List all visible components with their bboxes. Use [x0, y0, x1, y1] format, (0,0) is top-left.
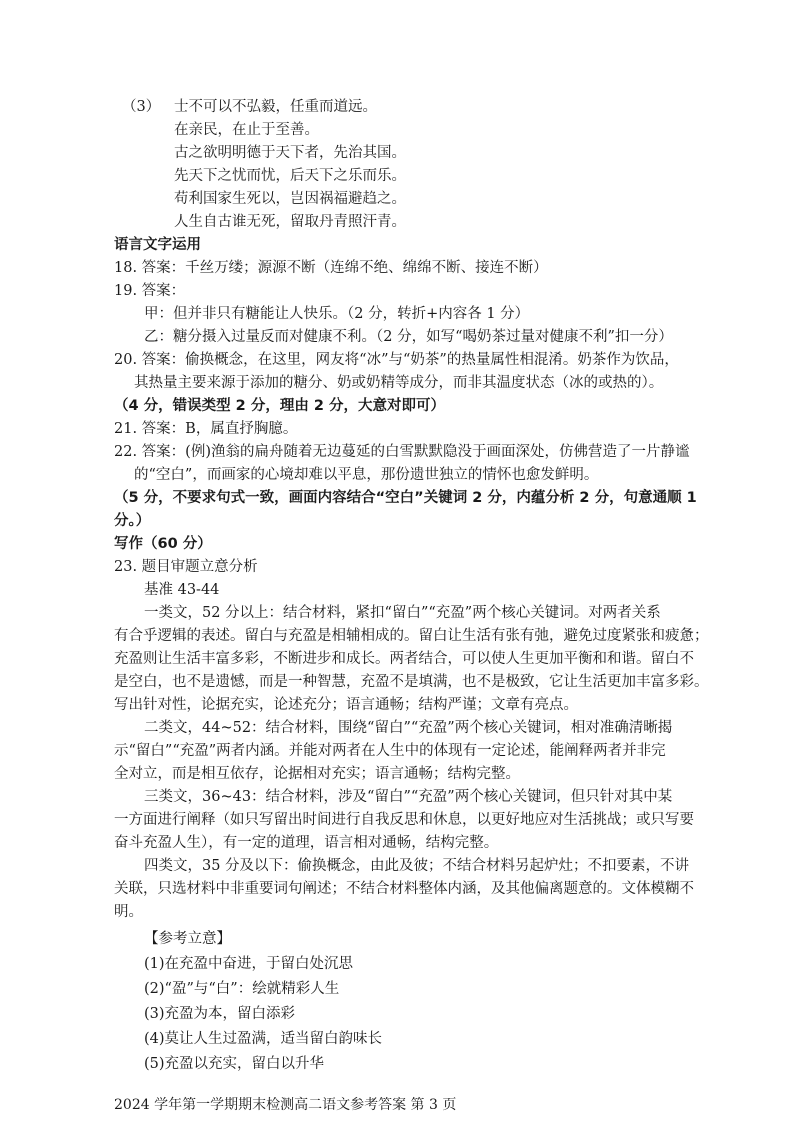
answer-19-yi: 乙：糖分摄入过量反而对健康不利。（2 分，如写“喝奶茶过量对健康不利”扣一分） [144, 329, 673, 345]
reference-item-1: (1)在充盈中奋进，于留白处沉思 [144, 956, 354, 972]
class-4-line-2: 关联，只选材料中非重要词句阐述；不结合材料整体内涵，及其他偏离题意的。文体模糊不 [114, 881, 694, 897]
benchmark-score: 基准 43-44 [144, 582, 220, 598]
question-23-title: 23. 题目审题立意分析 [114, 559, 258, 575]
answer-22-line-1: 22. 答案：(例)渔翁的扁舟随着无边蔓延的白雪默默隐没于画面深处，仿佛营造了一片静谧 [114, 444, 690, 460]
language-use-heading: 语言文字运用 [114, 237, 201, 253]
reference-item-4: (4)莫让人生过盈满，适当留白韵味长 [144, 1031, 383, 1047]
class-2-line-2: 示“留白”“充盈”两者内涵。并能对两者在人生中的体现有一定论述，能阐释两者并非完 [114, 743, 666, 759]
section-3-line-3: 古之欲明明德于天下者，先治其国。 [174, 145, 406, 161]
reference-item-5: (5)充盈以充实，留白以升华 [144, 1056, 325, 1072]
section-3-line-2: 在亲民，在止于至善。 [174, 122, 319, 138]
class-1-line-3: 充盈则让生活丰富多彩，不断进步和成长。两者结合，可以使人生更加平衡和和谐。留白不 [114, 651, 694, 667]
answer-20-line-2: 其热量主要来源于添加的糖分、奶或奶精等成分，而非其温度状态（冰的或热的）。 [134, 375, 664, 391]
class-1-line-5: 写出针对性，论据充实，论述充分；语言通畅；结构严谨；文章有亮点。 [114, 697, 578, 713]
section-3-line-4: 先天下之忧而忧，后天下之乐而乐。 [174, 168, 406, 184]
section-3-line-6: 人生自古谁无死，留取丹青照汗青。 [174, 214, 406, 230]
class-1-line-2: 有合乎逻辑的表述。留白与充盈是相辅相成的。留白让生活有张有弛，避免过度紧张和疲惫； [114, 628, 709, 644]
answer-20-line-1: 20. 答案：偷换概念，在这里，网友将“冰”与“奶茶”的热量属性相混淆。奶茶作为饮品， [114, 352, 679, 368]
answer-20-score: （4 分，错误类型 2 分，理由 2 分，大意对即可） [114, 398, 446, 414]
section-3-number: （3） [122, 99, 161, 115]
reference-item-3: (3)充盈为本，留白添彩 [144, 1006, 296, 1022]
class-3-line-3: 奋斗充盈人生），有一定的道理，语言相对通畅，结构完整。 [114, 835, 499, 851]
answer-22-score-line-2: 分。） [114, 513, 151, 529]
reference-heading: 【参考立意】 [144, 931, 231, 947]
answer-19-jia: 甲：但并非只有糖能让人快乐。（2 分，转折+内容各 1 分） [144, 306, 530, 322]
answer-18: 18. 答案：千丝万缕；源源不断（连绵不绝、绵绵不断、接连不断） [114, 260, 548, 276]
class-1-line-1: 一类文，52 分以上：结合材料，紧扣“留白”“充盈”两个核心关键词。对两者关系 [144, 605, 661, 621]
class-4-line-1: 四类文，35 分及以下：偷换概念，由此及彼；不结合材料另起炉灶；不扣要素，不讲 [144, 858, 690, 874]
class-2-line-3: 全对立，而是相互依存，论据相对充实；语言通畅；结构完整。 [114, 766, 520, 782]
page-footer: 2024 学年第一学期期末检测高二语文参考答案 第 3 页 [114, 1097, 457, 1113]
answer-22-score-line-1: （5 分，不要求句式一致，画面内容结合“空白”关键词 2 分，内蕴分析 2 分，句意通顺 1 [114, 490, 697, 506]
section-3-line-5: 苟利国家生死以，岂因祸福避趋之。 [174, 191, 406, 207]
class-1-line-4: 是空白，也不是遗憾，而是一种智慧，充盈不是填满，也不是极致，它让生活更加丰富多彩。 [114, 674, 709, 690]
writing-heading: 写作（60 分） [114, 536, 212, 552]
class-3-line-1: 三类文，36~43：结合材料，涉及“留白”“充盈”两个核心关键词，但只针对其中某 [144, 789, 673, 805]
answer-21: 21. 答案：B，属直抒胸臆。 [114, 421, 298, 437]
answer-19-label: 19. 答案： [114, 283, 186, 299]
answer-22-line-2: 的“空白”，而画家的心境却难以平息，那份遗世独立的情怀也愈发鲜明。 [134, 467, 599, 483]
reference-item-2: (2)“盈”与“白”：绘就精彩人生 [144, 981, 340, 997]
class-2-line-1: 二类文，44~52：结合材料，围绕“留白”“充盈”两个核心关键词，相对准确清晰揭 [144, 720, 673, 736]
class-4-line-3: 明。 [114, 904, 143, 920]
class-3-line-2: 一方面进行阐释（如只写留出时间进行自我反思和休息，以更好地应对生活挑战；或只写要 [114, 812, 694, 828]
section-3-line-1: 士不可以不弘毅，任重而道远。 [174, 99, 377, 115]
